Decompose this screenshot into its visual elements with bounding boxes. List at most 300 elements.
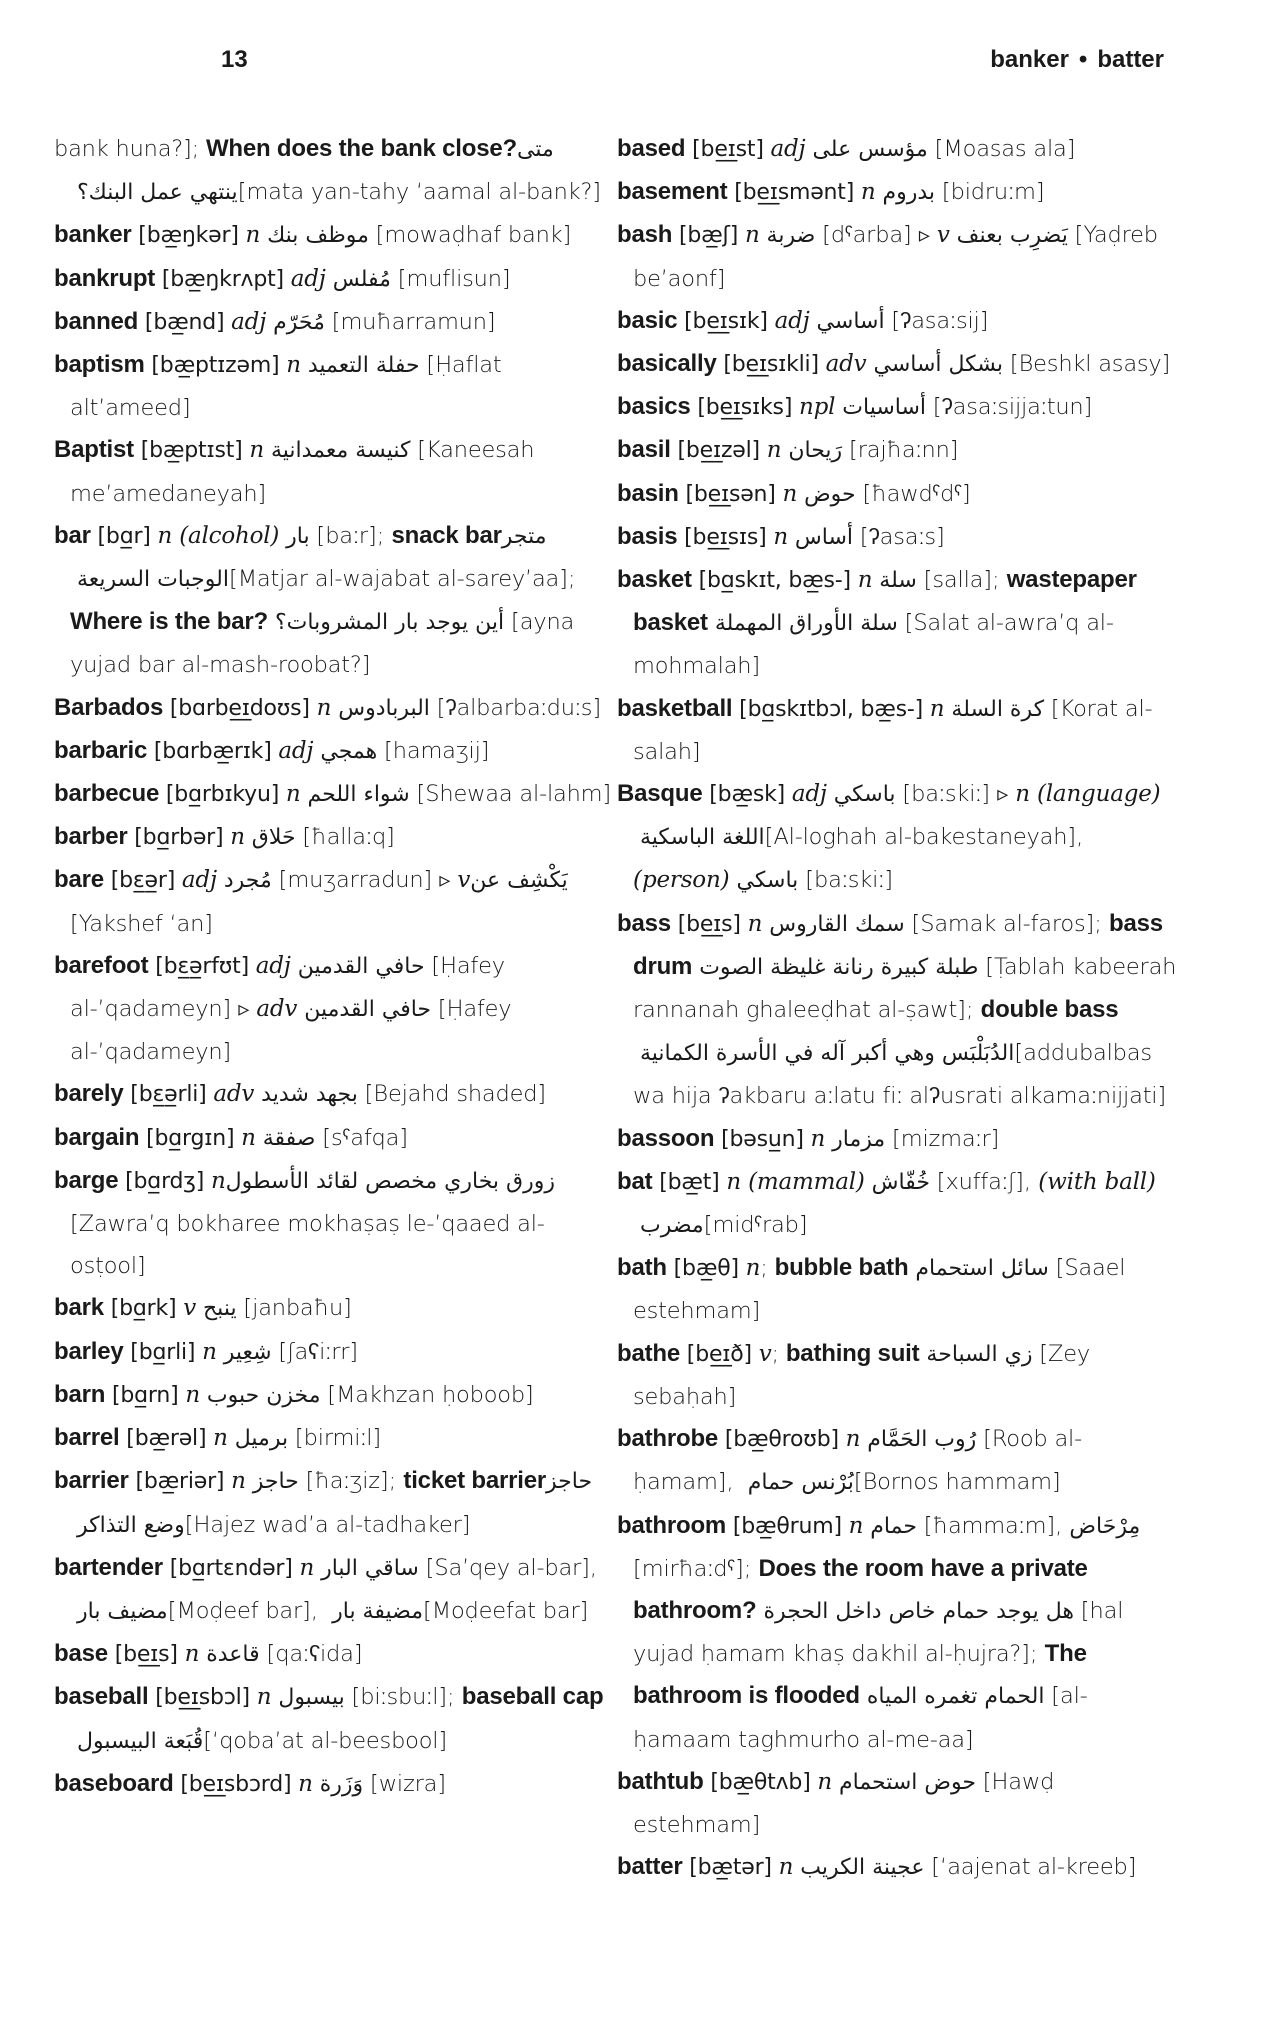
part-of-speech: n [810, 1125, 826, 1152]
pronunciation: [be̲ɪ̲sɪks] [690, 395, 799, 421]
transliteration: [addubalbas wa hija ʔakbaru aːlatu fiː alʔusrati alkamaːnijjati] [633, 1040, 1167, 1110]
dictionary-entry [617, 429, 1177, 472]
transliteration: [mirħaːdˤ]; [633, 1555, 759, 1582]
dictionary-entry [54, 816, 614, 859]
headword: bathroom [617, 1511, 727, 1539]
transliteration: [qaːʕida] [266, 1641, 363, 1668]
dictionary-entry [617, 1118, 1177, 1161]
headword: banned [54, 307, 139, 335]
transliteration: [Moḍeefat bar] [423, 1597, 589, 1624]
dictionary-entry [54, 344, 614, 429]
arabic-translation: مُحَرّم [266, 309, 332, 335]
arabic-translation: قُبَعة البيسبول [70, 1728, 204, 1754]
arabic-translation: خُفّاش [864, 1169, 937, 1195]
headword: basil [617, 436, 671, 464]
pronunciation: [bɑ̲rgɪn] [139, 1125, 242, 1151]
headword: bathing suit [785, 1339, 920, 1367]
arabic-translation: بشكل أساسي [866, 352, 1010, 378]
transliteration: [Saael estehmam] [633, 1255, 1126, 1325]
part-of-speech: adj [770, 136, 806, 162]
pronunciation: [be̲ɪ̲sɪkli] [716, 352, 826, 378]
pronunciation: [bæ̲θroʊb] [718, 1427, 846, 1453]
headword: barge [54, 1166, 119, 1194]
transliteration: [mowaḍhaf bank] [375, 222, 572, 249]
headword: basin [617, 479, 679, 507]
headword: The bathroom is flooded [633, 1640, 1087, 1710]
transliteration: [janbaħu] [243, 1295, 352, 1322]
part-of-speech: n [241, 1124, 256, 1151]
transliteration: [Matjar al-wajabat al-sarey’aa]; [228, 566, 576, 593]
headword: barrier [54, 1467, 129, 1495]
pronunciation: [bɑ̲rdʒ] [118, 1168, 211, 1194]
headword: barrel [54, 1424, 120, 1452]
transliteration: [mizmaːr] [891, 1125, 1000, 1152]
headword: basketball [617, 694, 733, 722]
arabic-translation: باسكي [826, 782, 903, 808]
headword: basics [617, 393, 691, 421]
transliteration: [baːskiː] [902, 781, 998, 808]
transliteration: [Ḥafey al-’qadameyn] [70, 952, 505, 1023]
pronunciation: [bæ̲θtʌb] [703, 1769, 818, 1795]
arabic-translation: حاجز [245, 1469, 306, 1495]
dictionary-entry [617, 559, 1177, 688]
pronunciation: [be̲ɪ̲s] [107, 1642, 185, 1668]
headword: bare [54, 866, 104, 894]
dictionary-entry [617, 214, 1177, 299]
pronunciation: [bɑ̲rk] [103, 1296, 184, 1322]
guide-word-last: batter [1097, 46, 1164, 73]
transliteration: [‘qoba’at al-beesbool] [203, 1727, 448, 1754]
right-column [617, 128, 1177, 1889]
part-of-speech: n [860, 179, 876, 206]
transliteration: [Hawḍ estehmam] [633, 1768, 1055, 1838]
transliteration: [muħarramun] [331, 308, 496, 335]
headword: double bass [980, 996, 1119, 1024]
pronunciation: [bɑrbæ̲rɪk] [147, 738, 279, 764]
transliteration: [Bejahd shaded] [364, 1081, 547, 1108]
part-of-speech: v [183, 1295, 196, 1322]
dictionary-entry [617, 903, 1177, 1118]
transliteration: ; [760, 1255, 775, 1282]
guide-separator: • [1078, 46, 1088, 73]
dictionary-entry [54, 1117, 614, 1160]
arabic-translation: حوض [797, 481, 863, 507]
headword: baseboard [54, 1769, 174, 1797]
transliteration: [salla]; [923, 567, 1007, 594]
dictionary-entry [617, 516, 1177, 559]
dictionary-entry [617, 171, 1177, 214]
headword: basement [617, 178, 728, 206]
pronunciation: [be̲ɪ̲zəl] [670, 438, 767, 464]
headword: bartender [54, 1553, 163, 1581]
arabic-translation: كرة السلة [944, 696, 1051, 722]
part-of-speech: n (language) [1015, 781, 1161, 808]
dictionary-entry [54, 301, 614, 344]
part-of-speech: n [202, 1338, 217, 1365]
part-of-speech: n [230, 824, 245, 851]
headword: barefoot [54, 951, 149, 979]
transliteration: [dˤarba] [822, 222, 919, 249]
arabic-translation: البربادوس [331, 695, 437, 721]
arabic-translation: الحمام تغمره المياه [859, 1684, 1052, 1710]
arabic-translation: طبلة كبيرة رنانة غليظة الصوت [692, 954, 986, 980]
part-of-speech: n [184, 1641, 200, 1668]
transliteration: [ħammaːm], [923, 1512, 1070, 1539]
headword: wastepaper basket [633, 566, 1137, 637]
dictionary-entry [617, 1247, 1177, 1332]
transliteration: bank huna?]; [54, 136, 206, 162]
transliteration: [ayna yujad bar al-mash-roobat?] [70, 609, 575, 679]
dictionary-entry [54, 515, 614, 687]
pronunciation: [be̲ɪ̲sɪs] [677, 524, 774, 550]
arabic-translation: مِرْحَاض [1069, 1513, 1141, 1539]
dictionary-entry [617, 343, 1177, 386]
part-of-speech: n [747, 910, 763, 937]
headword: bathtub [617, 1767, 704, 1795]
headword: bankrupt [54, 264, 156, 292]
transliteration: [bidruːm] [941, 179, 1045, 206]
headword: ticket barrier [403, 1467, 547, 1495]
dictionary-entry [617, 473, 1177, 516]
part-of-speech: adj [231, 308, 267, 335]
dictionary-entry [617, 1761, 1177, 1846]
transliteration: [rajħaːnn] [848, 437, 959, 464]
pronunciation: [bɑ̲rli] [123, 1339, 203, 1365]
part-of-speech: n [185, 1381, 200, 1408]
transliteration: [‘aajenat al-kreeb] [931, 1854, 1137, 1881]
part-of-speech: n [778, 1854, 794, 1881]
part-of-speech: n [848, 1512, 864, 1539]
part-of-speech: adj [791, 781, 827, 808]
arabic-translation: سلة الأوراق المهملة [707, 611, 905, 637]
pronunciation: [bɑ̲rbɪkyu] [159, 782, 286, 808]
headword: Does the room have a private bathroom? [633, 1554, 1088, 1624]
part-of-speech: v [936, 222, 950, 249]
arabic-translation: هل يوجد حمام خاص داخل الحجرة [756, 1598, 1081, 1624]
transliteration: [ħaːʒiz]; [305, 1468, 404, 1495]
pronunciation: ▹ [997, 782, 1016, 808]
headword: barbecue [54, 780, 160, 808]
part-of-speech: adj [774, 307, 810, 334]
headword: bathrobe [617, 1425, 719, 1453]
transliteration: [Beshkl asasy] [1009, 351, 1171, 378]
part-of-speech: adj [290, 265, 326, 292]
dictionary-entry [54, 1287, 614, 1330]
part-of-speech: adv [213, 1081, 255, 1108]
pronunciation: [bɑ̲skɪtbɔl, bæ̲s-] [732, 696, 930, 722]
headword: barely [54, 1080, 124, 1108]
headword: bath [617, 1254, 667, 1282]
headword: baptism [54, 351, 145, 379]
part-of-speech: n [745, 1255, 761, 1282]
dictionary-entry [54, 1676, 614, 1762]
transliteration: [Salat al-awra’q al-mohmalah] [633, 610, 1114, 680]
headword: basket [617, 566, 692, 594]
transliteration: [Moasas ala] [934, 136, 1076, 162]
dictionary-entry [617, 1505, 1177, 1761]
arabic-translation: برميل [227, 1426, 295, 1452]
pronunciation: [be̲ɪ̲s] [670, 911, 748, 937]
headword: basis [617, 522, 678, 550]
arabic-translation: شِعِير [216, 1339, 279, 1365]
arabic-translation: همجي [313, 738, 385, 764]
dictionary-entry [617, 300, 1177, 343]
headword: bass [617, 909, 671, 937]
headword: barley [54, 1337, 124, 1365]
transliteration: [Ṭablah kabeerah rannanah ghaleeḍhat al-ṣawt]; [633, 953, 1177, 1024]
dictionary-entry [54, 773, 614, 816]
pronunciation: [be̲ɪ̲ð] [680, 1341, 759, 1367]
headword: basic [617, 306, 678, 334]
arabic-translation: رَيحان [781, 438, 849, 464]
headword: bar [54, 521, 91, 549]
pronunciation: [bɛ̲ə̲rli] [123, 1082, 214, 1108]
part-of-speech: n [298, 1770, 313, 1797]
arabic-translation: مزمار [825, 1126, 892, 1152]
part-of-speech: (person) [633, 867, 730, 894]
pronunciation: [bæ̲θrum] [726, 1513, 849, 1539]
arabic-translation: الدُبَلْبَس وهي أكبر آله في الأسرة الكمانية [633, 1041, 1015, 1067]
transliteration: [Hajez wad’a al-tadhaker] [184, 1511, 471, 1538]
headword: bathe [617, 1339, 681, 1367]
headword: Where is the bar? [70, 608, 268, 636]
dictionary-entry [54, 128, 614, 214]
pronunciation: [bɛ̲ə̲r] [103, 868, 182, 894]
part-of-speech: n [316, 694, 332, 721]
transliteration: [Ḥaflat alt’ameed] [70, 352, 502, 422]
arabic-translation: مُجرد [216, 868, 279, 894]
dictionary-entry [617, 1418, 1177, 1504]
pronunciation: [bæ̲ptɪzəm] [144, 353, 287, 379]
transliteration: [ʔasaːs] [859, 523, 945, 550]
transliteration: [Bornos hammam] [853, 1469, 1061, 1496]
arabic-translation: كنيسة معمدانية [263, 438, 418, 464]
dictionary-entry [617, 1846, 1177, 1889]
part-of-speech: adj [278, 737, 314, 764]
headword: snack bar [391, 521, 502, 549]
headword: Baptist [54, 436, 134, 464]
arabic-translation: بار [279, 523, 317, 549]
transliteration: [Al-loghah al-bakestaneyah], [764, 824, 1084, 851]
transliteration: [Yakshef ‘an] [70, 910, 213, 937]
part-of-speech: npl [799, 394, 836, 421]
arabic-translation: حوض استحمام [832, 1769, 983, 1795]
pronunciation: [bæ̲nd] [138, 309, 232, 335]
pronunciation: [be̲ɪ̲sən] [678, 481, 783, 507]
arabic-translation: بيسبول [271, 1685, 352, 1711]
arabic-translation: زورق بخاري مخصص لقائد الأسطول [225, 1168, 562, 1194]
arabic-translation: شواء اللحم [300, 782, 417, 808]
transliteration: [Makhzan ḥoboob] [327, 1381, 534, 1408]
pronunciation: [be̲ɪ̲smənt] [727, 180, 861, 206]
headword: bass drum [633, 909, 1163, 980]
part-of-speech: n (alcohol) [157, 522, 280, 549]
pronunciation: [bæ̲ŋkrʌpt] [155, 266, 291, 292]
part-of-speech: n [285, 781, 301, 808]
part-of-speech: n [766, 437, 782, 464]
arabic-translation: حَلاق [244, 825, 303, 851]
dictionary-entry [617, 1333, 1177, 1418]
dictionary-entry [54, 1374, 614, 1417]
transliteration: [xuffaːʃ], [936, 1168, 1039, 1195]
dictionary-entry [54, 1160, 614, 1288]
transliteration: [Sa’qey al-bar], [425, 1554, 598, 1581]
transliteration: [baːskiː] [805, 867, 894, 894]
transliteration: [muflisun] [397, 265, 511, 292]
guide-words [990, 46, 1164, 74]
part-of-speech: n [213, 1425, 228, 1452]
dictionary-entry [617, 688, 1177, 773]
transliteration: [Roob al-ḥamam], [633, 1426, 1083, 1496]
part-of-speech: v [758, 1340, 772, 1367]
arabic-translation: مؤسس على [805, 137, 935, 162]
arabic-translation: بدروم [875, 180, 942, 206]
arabic-translation: متجر الوجبات السريعة [70, 523, 554, 593]
guide-word-first: banker [990, 46, 1069, 73]
part-of-speech: n [817, 1768, 832, 1795]
headword: Basque [617, 780, 703, 808]
dictionary-entry [617, 1161, 1177, 1247]
transliteration: [wizra] [369, 1770, 447, 1797]
arabic-translation: متى ينتهي عمل البنك؟ [70, 137, 561, 206]
headword: bargain [54, 1123, 140, 1151]
part-of-speech: adv [825, 351, 867, 378]
headword: bat [617, 1167, 653, 1195]
transliteration: [Samak al-faros]; [911, 910, 1110, 937]
part-of-speech: n [210, 1167, 226, 1194]
arabic-translation: صفقة [255, 1125, 323, 1151]
pronunciation: ▹ [918, 223, 937, 249]
headword: When does the bank close? [205, 135, 517, 162]
arabic-translation: مضيفة بار [325, 1598, 423, 1624]
transliteration: [sˤafqa] [322, 1124, 408, 1151]
part-of-speech: n [249, 437, 264, 464]
pronunciation: [be̲ɪ̲sɪk] [677, 308, 775, 334]
part-of-speech: v [457, 867, 471, 894]
transliteration: [al-ḥamaam taghmurho al-me-aa] [633, 1683, 1088, 1753]
arabic-translation: مُفلس [325, 266, 398, 292]
dictionary-entry [54, 1331, 614, 1374]
pronunciation: [be̲ɪ̲st] [685, 137, 771, 162]
transliteration: [mata yan-tahy ‘aamal al-bank?] [237, 179, 602, 206]
headword: based [617, 135, 686, 162]
arabic-translation: مضيف بار [70, 1598, 168, 1624]
part-of-speech: adv [256, 996, 298, 1023]
pronunciation: ▹ [238, 997, 257, 1023]
arabic-translation: حاجز وضع التذاكر [70, 1469, 599, 1538]
transliteration: [Korat al-salah] [633, 695, 1153, 765]
pronunciation: [bæ̲riər] [128, 1469, 232, 1495]
arabic-translation: أين يوجد بار المشروبات؟ [267, 610, 511, 636]
arabic-translation: عجينة الكريب [793, 1855, 932, 1881]
dictionary-entry [54, 258, 614, 301]
arabic-translation: حافي القدمين [290, 953, 432, 979]
part-of-speech: n [245, 222, 261, 249]
arabic-translation: أساسيات [835, 395, 933, 421]
transliteration: [biːsbuːl]; [351, 1684, 462, 1711]
dictionary-entry [54, 1073, 614, 1116]
transliteration: [Zey sebaḥah] [633, 1340, 1091, 1410]
transliteration: [Shewaa al-lahm] [416, 781, 612, 808]
headword: barber [54, 823, 128, 851]
pronunciation: [bæ̲sk] [702, 782, 792, 808]
headword: batter [617, 1853, 683, 1881]
transliteration: [baːr]; [316, 522, 392, 549]
part-of-speech: n [782, 480, 798, 507]
arabic-translation: سائل استحمام [908, 1256, 1056, 1282]
pronunciation: [bæ̲ʃ] [672, 223, 745, 249]
pronunciation: [bɑ̲r] [90, 523, 158, 549]
dictionary-entry [54, 730, 614, 773]
pronunciation: [bɑrbe̲ɪ̲doʊs] [163, 695, 317, 721]
arabic-translation: سمك القاروس [762, 911, 912, 937]
transliteration: ; [771, 1340, 786, 1367]
transliteration: [ʔasaːsijjaːtun] [932, 394, 1093, 421]
page-number: 13 [221, 46, 248, 73]
arabic-translation: وَزَرة [312, 1771, 370, 1797]
part-of-speech: adj [181, 867, 217, 894]
transliteration: [Yaḍreb be’aonf] [633, 222, 1158, 292]
pronunciation: [bəsu̲n] [714, 1126, 811, 1152]
arabic-translation: بجهد شديد [254, 1082, 365, 1108]
arabic-translation: حفلة التعميد [300, 353, 427, 379]
dictionary-entry [54, 1460, 614, 1546]
arabic-translation: يَضرِب بعنف [949, 223, 1075, 249]
headword: barbaric [54, 736, 148, 764]
arabic-translation: سلة [872, 568, 924, 594]
pronunciation: [bæ̲t] [652, 1169, 727, 1195]
part-of-speech: n (mammal) [726, 1168, 865, 1195]
dictionary-entry [54, 1763, 614, 1806]
headword: Barbados [54, 693, 164, 721]
transliteration: [muʒarradun] [278, 867, 440, 894]
dictionary-entry [54, 1547, 614, 1633]
transliteration: [ʔalbarbaːduːs] [436, 694, 602, 721]
headword: baseball cap [461, 1683, 604, 1711]
pronunciation: [be̲ɪ̲sbɔrd] [173, 1771, 299, 1797]
transliteration: [Ḥafey al-’qadameyn] [70, 996, 512, 1066]
transliteration: [Kaneesah me’amedaneyah] [70, 437, 535, 507]
arabic-translation: يَكْشِف عن [470, 868, 575, 894]
left-column [54, 128, 614, 1806]
dictionary-entry [54, 214, 614, 257]
part-of-speech: n [857, 567, 873, 594]
pronunciation: [bɛ̲ə̲rfʊt] [148, 953, 256, 979]
arabic-translation: باسكي [729, 868, 806, 894]
pronunciation: [bæ̲ŋkər] [131, 223, 246, 249]
running-header [0, 46, 1272, 86]
dictionary-entry [54, 859, 614, 944]
transliteration: [ʔasaːsij] [891, 307, 989, 334]
pronunciation: [bæ̲rəl] [119, 1426, 214, 1452]
pronunciation: [bæ̲ptɪst] [133, 438, 250, 464]
transliteration: [ħallaːq] [302, 824, 395, 851]
transliteration: [hamaʒij] [384, 737, 490, 764]
headword: basically [617, 350, 717, 378]
transliteration: [hal yujad ḥamam khaṣ dakhil al-ḥujra?]; [633, 1597, 1124, 1668]
part-of-speech: n [231, 1468, 246, 1495]
arabic-translation: اللغة الباسكية [633, 825, 765, 851]
arabic-translation: أساس [787, 524, 860, 550]
headword: bubble bath [774, 1254, 909, 1282]
dictionary-entry [617, 773, 1177, 903]
dictionary-entry [54, 1633, 614, 1676]
pronunciation: [bɑ̲rtɛndər] [162, 1555, 300, 1581]
part-of-speech: adj [255, 952, 291, 979]
transliteration: [birmiːl] [294, 1425, 382, 1452]
pronunciation: [bæ̲tər] [682, 1855, 779, 1881]
arabic-translation: ساقي البار [314, 1555, 426, 1581]
